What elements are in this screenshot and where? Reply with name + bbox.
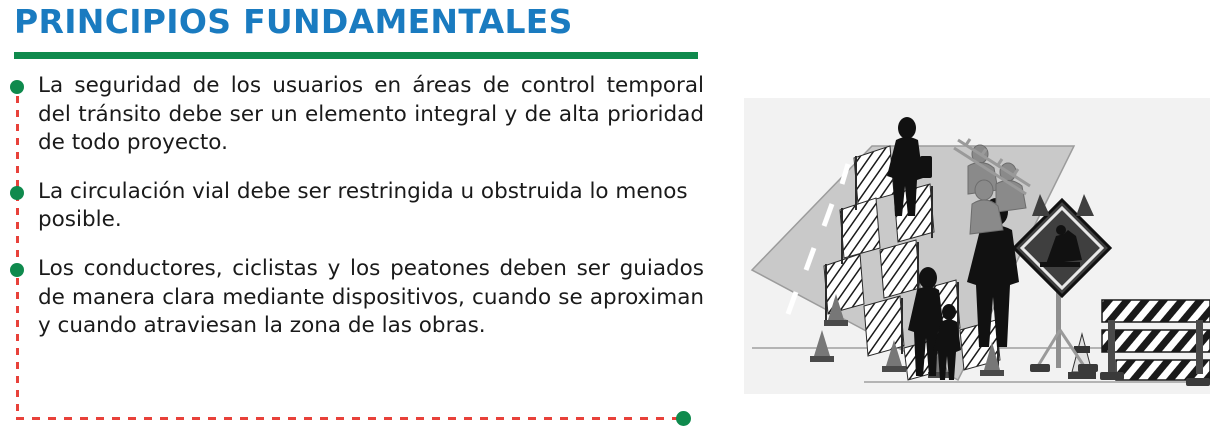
bullet-dot-icon <box>10 186 24 200</box>
list-item-text: La circulación vial debe ser restringida u obstruida lo menos posible. <box>38 178 688 233</box>
bullet-dot-icon <box>10 80 24 94</box>
dashed-line-end-dot <box>676 411 691 426</box>
principles-list <box>0 72 720 341</box>
page-title: PRINCIPIOS FUNDAMENTALES <box>14 2 573 41</box>
list-item <box>0 178 720 235</box>
title-underline-rule <box>14 52 698 59</box>
work-zone-illustration <box>744 98 1210 394</box>
principles-content <box>0 72 720 361</box>
dashed-horizontal-line <box>16 417 680 420</box>
list-item-text: La seguridad de los usuarios en áreas de control temporal del tránsito debe ser un elemento integral y de alta prioridad de todo proyecto. <box>38 73 704 156</box>
list-item-text: Los conductores, ciclistas y los peatones deben ser guiados de manera clara mediante dispositivos, cuando se aproximan y cuando atraviesan la zona de las obras. <box>38 255 704 339</box>
bullet-dot-icon <box>10 263 24 277</box>
barricade-panels <box>1100 300 1210 386</box>
list-item <box>0 255 720 341</box>
list-item <box>0 72 720 158</box>
